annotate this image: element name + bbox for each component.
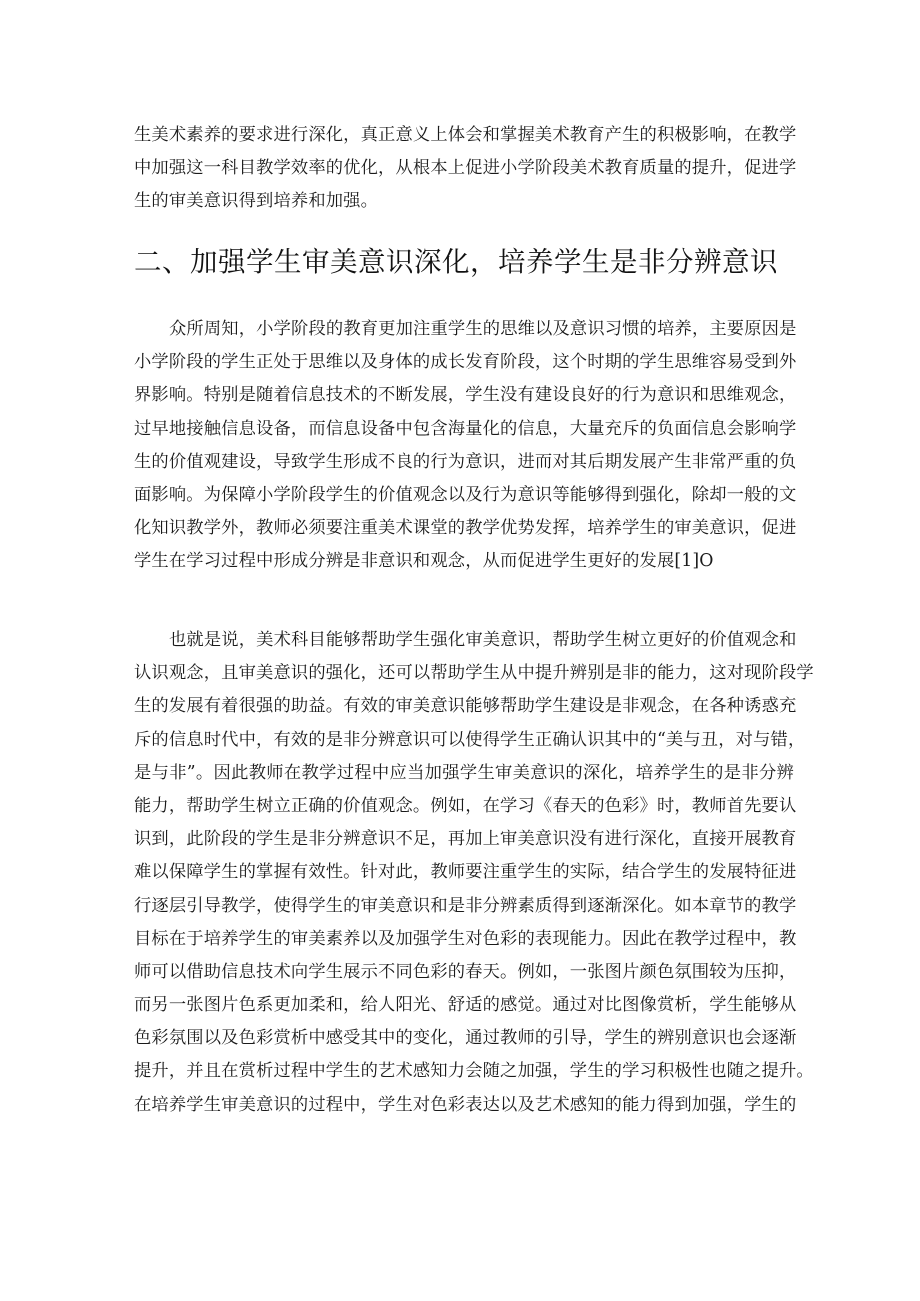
text-line: 识到，此阶段的学生是非分辨意识不足，再加上审美意识没有进行深化，直接开展教育 bbox=[134, 829, 797, 850]
text-line: 提升，并且在赏析过程中学生的艺术感知力会随之加强，学生的学习积极性也随之提升。 bbox=[134, 1061, 814, 1082]
text-line: 也就是说，美术科目能够帮助学生强化审美意识，帮助学生树立更好的价值观念和 bbox=[169, 630, 797, 650]
text-line: 化知识教学外，教师必须要注重美术课堂的教学优势发挥，培养学生的审美意识，促进 bbox=[134, 518, 797, 539]
section-heading: 二、加强学生审美意识深化，培养学生是非分辨意识 bbox=[134, 246, 778, 278]
text-line: 而另一张图片色系更加柔和，给人阳光、舒适的感觉。通过对比图像赏析，学生能够从 bbox=[134, 995, 797, 1016]
text-line: 目标在于培养学生的审美素养以及加强学生对色彩的表现能力。因此在教学过程中，教 bbox=[134, 928, 797, 949]
text-line: 学生在学习过程中形成分辨是非意识和观念，从而促进学生更好的发展[1]O bbox=[134, 551, 714, 572]
text-line: 在培养学生审美意识的过程中，学生对色彩表达以及艺术感知的能力得到加强，学生的 bbox=[134, 1094, 797, 1115]
text-line: 中加强这一科目教学效率的优化，从根本上促进小学阶段美术教育质量的提升，促进学 bbox=[134, 158, 797, 179]
text-line: 众所周知，小学阶段的教育更加注重学生的思维以及意识习惯的培养，主要原因是 bbox=[169, 319, 797, 339]
text-line: 面影响。为保障小学阶段学生的价值观念以及行为意识等能够得到强化，除却一般的文 bbox=[134, 484, 797, 505]
text-line: 难以保障学生的掌握有效性。针对此，教师要注重学生的实际，结合学生的发展特征进 bbox=[134, 862, 797, 883]
text-line: 认识观念，且审美意识的强化，还可以帮助学生从中提升辨别是非的能力，这对现阶段学 bbox=[134, 663, 814, 684]
text-line: 师可以借助信息技术向学生展示不同色彩的春天。例如，一张图片颜色氛围较为压抑， bbox=[134, 961, 797, 982]
text-line: 过早地接触信息设备，而信息设备中包含海量化的信息，大量充斥的负面信息会影响学 bbox=[134, 418, 797, 439]
text-line: 生的价值观建设，导致学生形成不良的行为意识，进而对其后期发展产生非常严重的负 bbox=[134, 451, 797, 472]
text-line: 行逐层引导教学，使得学生的审美意识和是非分辨素质得到逐渐深化。如本章节的教学 bbox=[134, 895, 797, 916]
text-line: 小学阶段的学生正处于思维以及身体的成长发育阶段，这个时期的学生思维容易受到外 bbox=[134, 352, 797, 373]
text-line: 色彩氛围以及色彩赏析中感受其中的变化，通过教师的引导，学生的辨别意识也会逐渐 bbox=[134, 1028, 797, 1049]
text-line: 界影响。特别是随着信息技术的不断发展，学生没有建设良好的行为意识和思维观念， bbox=[134, 385, 797, 406]
text-line: 生的审美意识得到培养和加强。 bbox=[134, 191, 379, 212]
text-line: 生的发展有着很强的助益。有效的审美意识能够帮助学生建设是非观念，在各种诱惑充 bbox=[134, 696, 797, 717]
text-line: 斥的信息时代中，有效的是非分辨意识可以使得学生正确认识其中的“美与丑，对与错， bbox=[134, 729, 806, 750]
text-line: 能力，帮助学生树立正确的价值观念。例如，在学习《春天的色彩》时，教师首先要认 bbox=[134, 795, 797, 816]
continuation-paragraph bbox=[134, 119, 797, 219]
paragraph-1 bbox=[134, 313, 797, 579]
text-line: 是与非”。因此教师在教学过程中应当加强学生审美意识的深化，培养学生的是非分辨 bbox=[134, 762, 794, 783]
text-line: 生美术素养的要求进行深化，真正意义上体会和掌握美术教育产生的积极影响，在教学 bbox=[134, 125, 797, 145]
paragraph-2 bbox=[134, 624, 814, 1122]
